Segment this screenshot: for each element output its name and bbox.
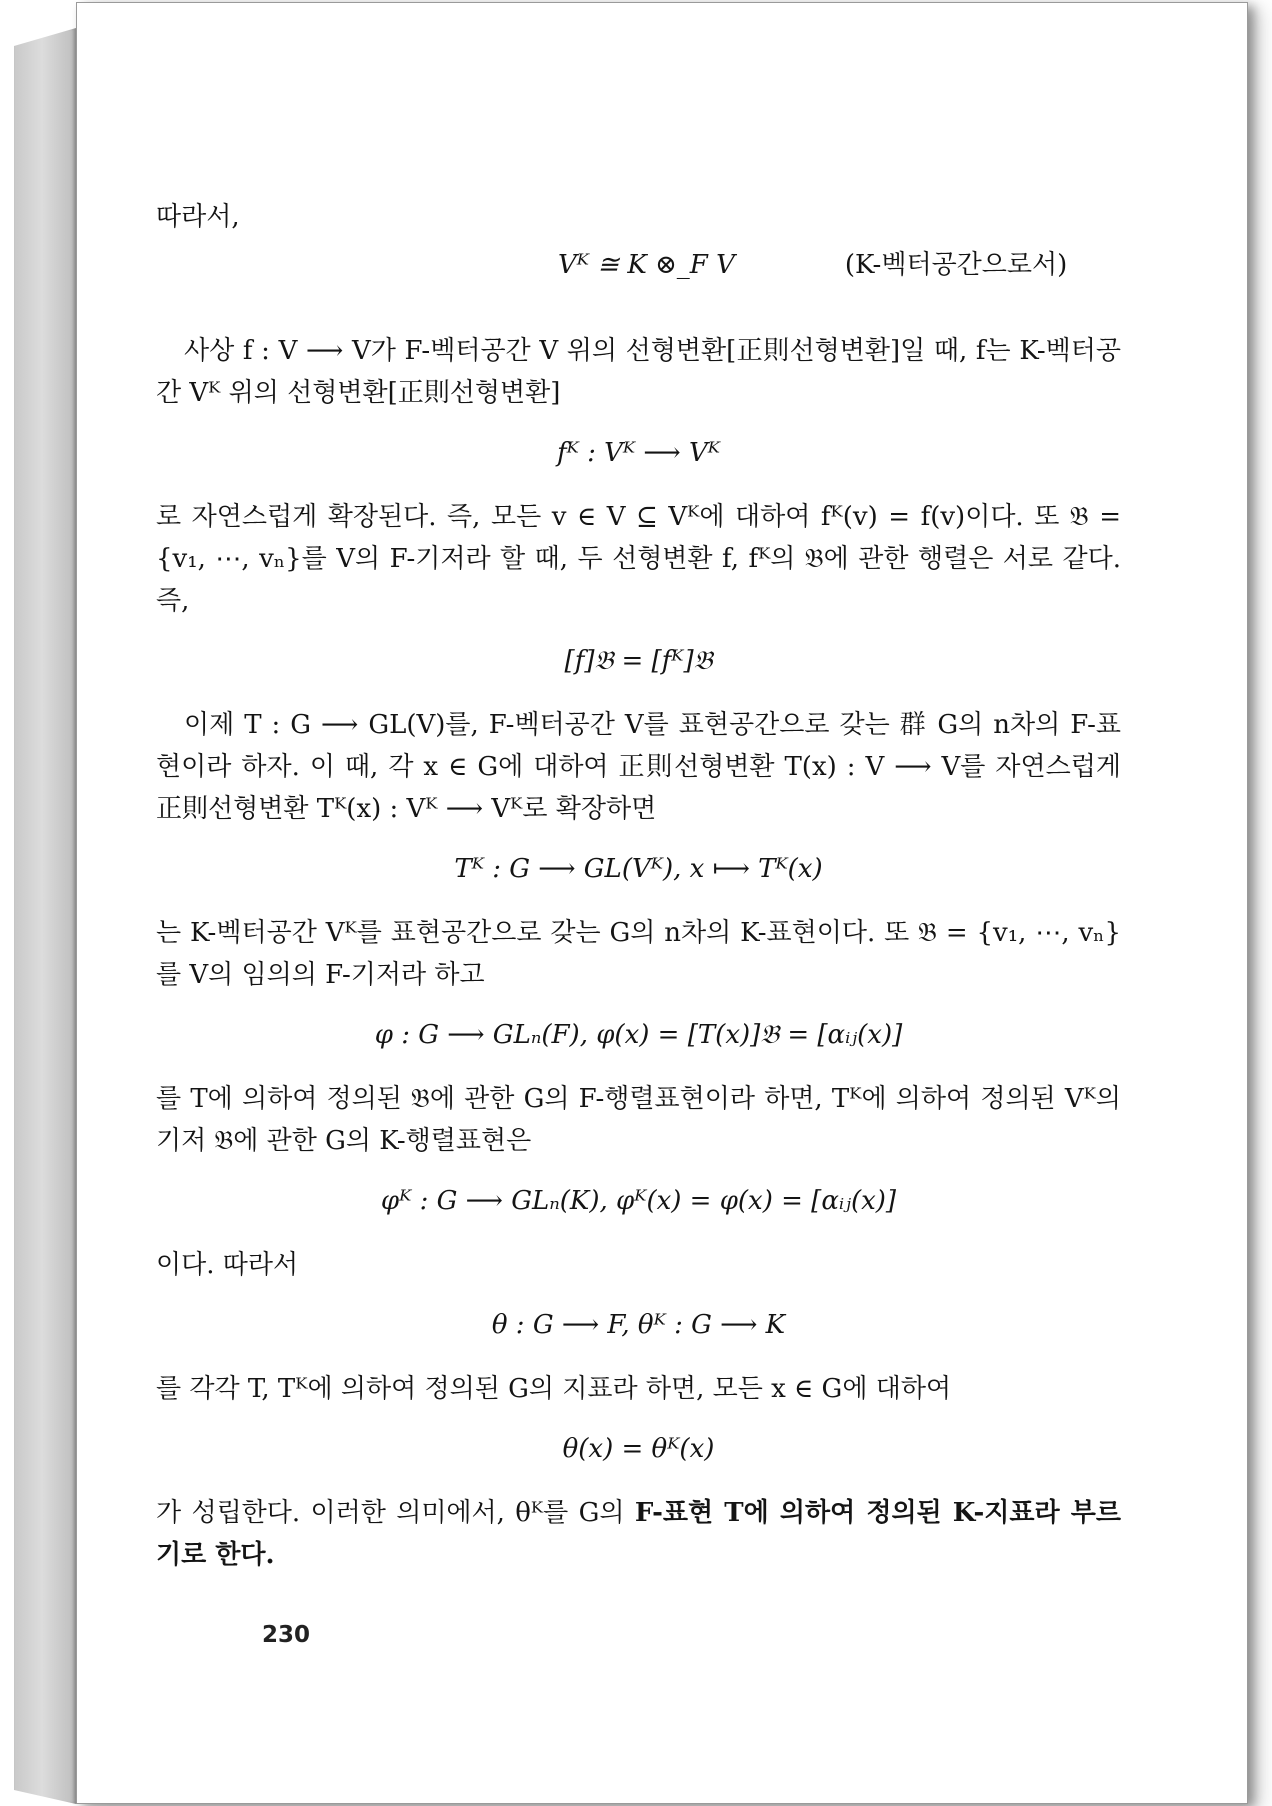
definition-lead: 가 성립한다. 이러한 의미에서, θᴷ를 G의 bbox=[156, 1498, 635, 1528]
paragraph-linear-map: 사상 f : V ⟶ V가 F-벡터공간 V 위의 선형변환[正則선형변환]일 때, f는 K-벡터공간 Vᴷ 위의 선형변환[正則선형변환] bbox=[156, 336, 1121, 408]
equation-tensor-iso bbox=[156, 244, 1121, 286]
equation-extension: fᴷ : Vᴷ ⟶ Vᴷ bbox=[557, 438, 720, 468]
paragraph-matrix-rep: 를 T에 의하여 정의된 𝔅에 관한 G의 F-행렬표현이라 하면, Tᴷ에 의하여 정의된 Vᴷ의 기저 𝔅에 관한 G의 K-행렬표현은 bbox=[156, 1084, 1121, 1156]
paragraph-definition bbox=[156, 1492, 1121, 1576]
page-text bbox=[156, 196, 1121, 1576]
equation-k-matrix-rep: φᴷ : G ⟶ GLₙ(K), φᴷ(x) = φ(x) = [αᵢⱼ(x)] bbox=[380, 1186, 897, 1216]
paragraph-representation: 이제 T : G ⟶ GL(V)를, F-벡터공간 V를 표현공간으로 갖는 群 G의 n차의 F-표현이라 하자. 이 때, 각 x ∈ G에 대하여 正則선형변환 T(x) : V ⟶ V를 자연스럽게 正則선형변환 Tᴷ(x) : Vᴷ ⟶ Vᴷ로 확장하면 bbox=[156, 710, 1121, 824]
equation-k-representation: Tᴷ : G ⟶ GL(Vᴷ), x ⟼ Tᴷ(x) bbox=[454, 854, 823, 884]
paragraph-k-representation: 는 K-벡터공간 Vᴷ를 표현공간으로 갖는 G의 n차의 K-표현이다. 또 𝔅 = {v₁, ⋯, vₙ}를 V의 임의의 F-기저라 하고 bbox=[156, 918, 1121, 990]
paragraph-natural-extension: 로 자연스럽게 확장된다. 즉, 모든 v ∈ V ⊆ Vᴷ에 대하여 fᴷ(v) = f(v)이다. 또 𝔅 = {v₁, ⋯, vₙ}를 V의 F-기저라 할 때, 두 선형변환 f, fᴷ의 𝔅에 관한 행렬은 서로 같다. 즉, bbox=[156, 502, 1121, 616]
equation-note: (K-벡터공간으로서) bbox=[844, 250, 1068, 280]
equation-characters: θ : G ⟶ F, θᴷ : G ⟶ K bbox=[491, 1310, 786, 1340]
paragraph-intro: 따라서, bbox=[156, 202, 240, 232]
book-spine bbox=[14, 28, 76, 1804]
paragraph-characters: 를 각각 T, Tᴷ에 의하여 정의된 G의 지표라 하면, 모든 x ∈ G에 대하여 bbox=[156, 1374, 952, 1404]
equation-matrices-equal: [f]𝔅 = [fᴷ]𝔅 bbox=[564, 646, 713, 676]
definition-term: F-표현 T에 의하여 정의된 K-지표라 부르기로 한다. bbox=[156, 1498, 1122, 1570]
equation-characters-equal: θ(x) = θᴷ(x) bbox=[562, 1434, 715, 1464]
equation-text: Vᴷ ≅ K ⊗_F V bbox=[558, 250, 735, 280]
equation-f-matrix-rep: φ : G ⟶ GLₙ(F), φ(x) = [T(x)]𝔅 = [αᵢⱼ(x)] bbox=[374, 1020, 903, 1050]
page-number: 230 bbox=[262, 1622, 311, 1648]
paragraph-therefore: 이다. 따라서 bbox=[156, 1250, 299, 1280]
